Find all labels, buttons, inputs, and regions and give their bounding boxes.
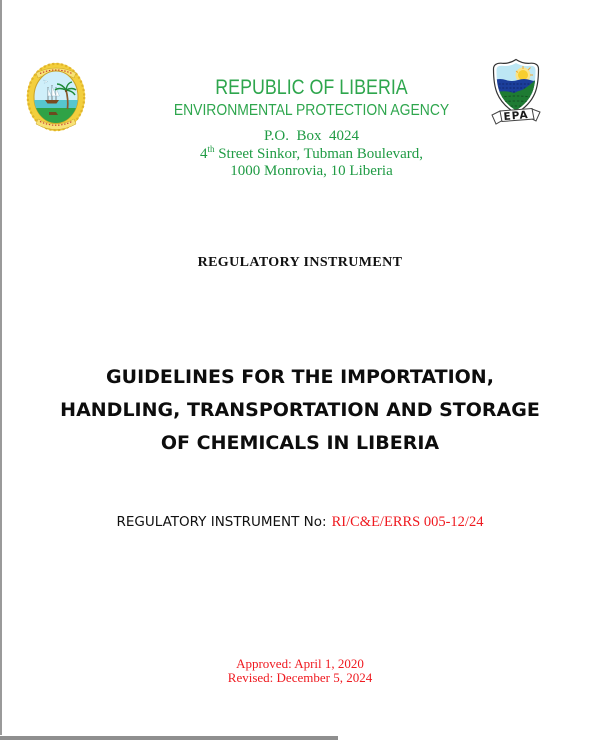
country-title: REPUBLIC OF LIBERIA xyxy=(215,76,408,99)
instrument-number-label: REGULATORY INSTRUMENT No: xyxy=(116,514,327,530)
letterhead xyxy=(88,76,535,181)
liberia-coat-of-arms-icon xyxy=(25,59,87,135)
street-rest: Street Sinkor, Tubman Boulevard, xyxy=(214,145,424,162)
document-title-line-3: OF CHEMICALS IN LIBERIA xyxy=(160,432,440,454)
revised-date: Revised: December 5, 2024 xyxy=(227,670,373,685)
document-title-line-1: GUIDELINES FOR THE IMPORTATION, xyxy=(106,366,494,388)
epa-ribbon-label: EPA xyxy=(503,108,530,124)
instrument-number-value: RI/C&E/ERRS 005-12/24 xyxy=(331,514,484,530)
street-ordinal: th xyxy=(207,143,215,154)
page-edge-bottom xyxy=(0,736,338,740)
agency-name: ENVIRONMENTAL PROTECTION AGENCY xyxy=(173,102,450,119)
dates-block xyxy=(0,657,600,685)
document-type-label: REGULATORY INSTRUMENT xyxy=(197,255,403,270)
document-title xyxy=(0,361,600,460)
document-title-line-2: HANDLING, TRANSPORTATION AND STORAGE xyxy=(60,399,540,421)
po-box-line: P.O. Box 4024 xyxy=(263,128,360,144)
street-number: 4 xyxy=(199,145,208,162)
approved-date: Approved: April 1, 2020 xyxy=(236,656,364,671)
street-line xyxy=(88,143,535,164)
address-block xyxy=(88,128,535,181)
instrument-number-line xyxy=(0,513,600,531)
city-line: 1000 Monrovia, 10 Liberia xyxy=(230,163,393,179)
